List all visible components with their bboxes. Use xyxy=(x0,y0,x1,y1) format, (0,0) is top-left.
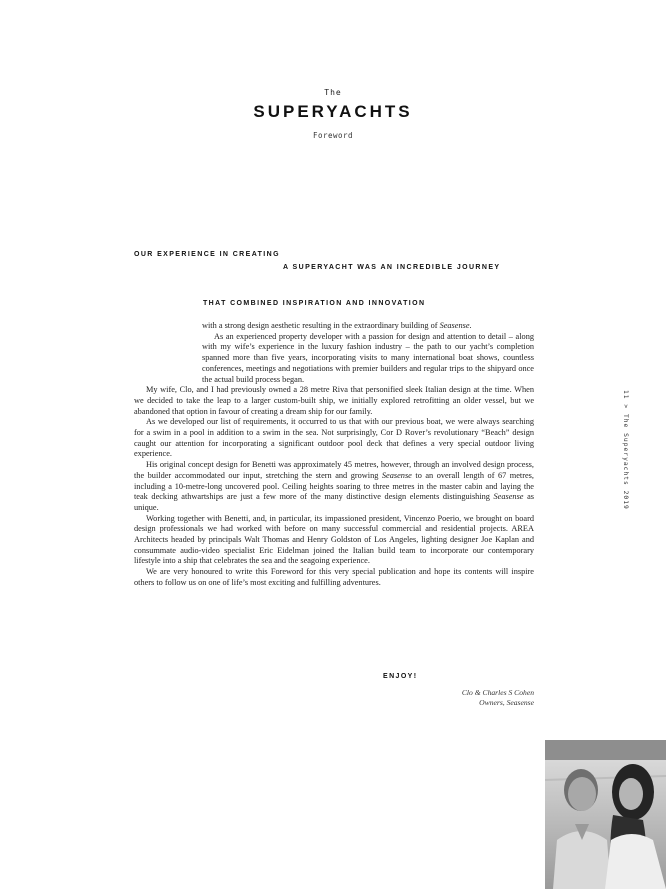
page-header xyxy=(0,88,666,140)
header-the: The xyxy=(324,88,342,97)
paragraph-4: As we developed our list of requirements, it occurred to us that with our previous boat, we were always searching for a swim in a pool in addition to a swim in the sea. Not surprisingly, Cor D Rover’s revolutionary “Beach” design caught our attention for incorporating a significant outdoor pool deck that defines a very special outdoor living experience. xyxy=(134,417,534,459)
headline-line-2: A SUPERYACHT WAS AN INCREDIBLE JOURNEY xyxy=(283,264,501,271)
headline-line-1: OUR EXPERIENCE IN CREATING xyxy=(134,251,280,258)
owners-photo xyxy=(545,740,666,889)
owners-photo-illustration xyxy=(545,740,666,889)
paragraph-5: His original concept design for Benetti was approximately 45 metres, however, through an involved design process, the builder accommodated our input, stretching the stern and growing Seasense to an overall length of 67 metres, including a 10-metre-long uncovered pool. Ceiling heights soaring to three metres in the master cabin and laying the teak decking athwartships are just a few more of the many distinctive design elements distinguishing Seasense as unique. xyxy=(134,460,534,512)
signature-role: Owners, Seasense xyxy=(479,697,534,707)
signature-block xyxy=(462,688,534,707)
paragraph-7: We are very honoured to write this Foreword for this very special publication and hope its contents will inspire others to follow us on one of life’s most exciting and fulfilling adventures. xyxy=(134,567,534,587)
enjoy-heading: ENJOY! xyxy=(383,673,418,680)
headline-line-3: THAT COMBINED INSPIRATION AND INNOVATION xyxy=(203,300,426,307)
paragraph-1: with a strong design aesthetic resulting in the extraordinary building of Seasense. xyxy=(202,321,472,330)
side-running-title: 11 > The Superyachts 2019 xyxy=(622,390,629,510)
paragraph-6: Working together with Benetti, and, in particular, its impassioned president, Vincenzo Poerio, we brought on board design professionals we had worked with before on many successful commercial and residential projects. AREA Architects headed by principals Walt Thomas and Henry Goldston of Los Angeles, lighting designer Joe Kaplan and consummate audio-video specialist Eric Eidelman joined the Italian build team to incorporate our contemporary lifestyle into a ship that celebrates the sea and the seagoing experience. xyxy=(134,513,534,566)
body-text xyxy=(134,321,534,589)
paragraph-3: My wife, Clo, and I had previously owned a 28 metre Riva that personified sleek Italian design at the time. When we decided to take the leap to a larger custom-built ship, we initially explored retrofitting an older vessel, but we abandoned that option in favour of creating a dream ship for our family. xyxy=(134,385,534,416)
signature-names: Clo & Charles S Cohen xyxy=(461,688,534,697)
page-title: SUPERYACHTS xyxy=(253,102,413,121)
paragraph-2: As an experienced property developer with a passion for design and attention to detail – along with my wife’s experience in the luxury fashion industry – the path to our yacht’s completion spanned more than five years, incorporating visits to many international boat shows, countless conferences, meetings and negotiations with premier builders and regular trips to the shipyard once the actual build process began. xyxy=(202,331,534,384)
section-subtitle: Foreword xyxy=(312,131,354,140)
